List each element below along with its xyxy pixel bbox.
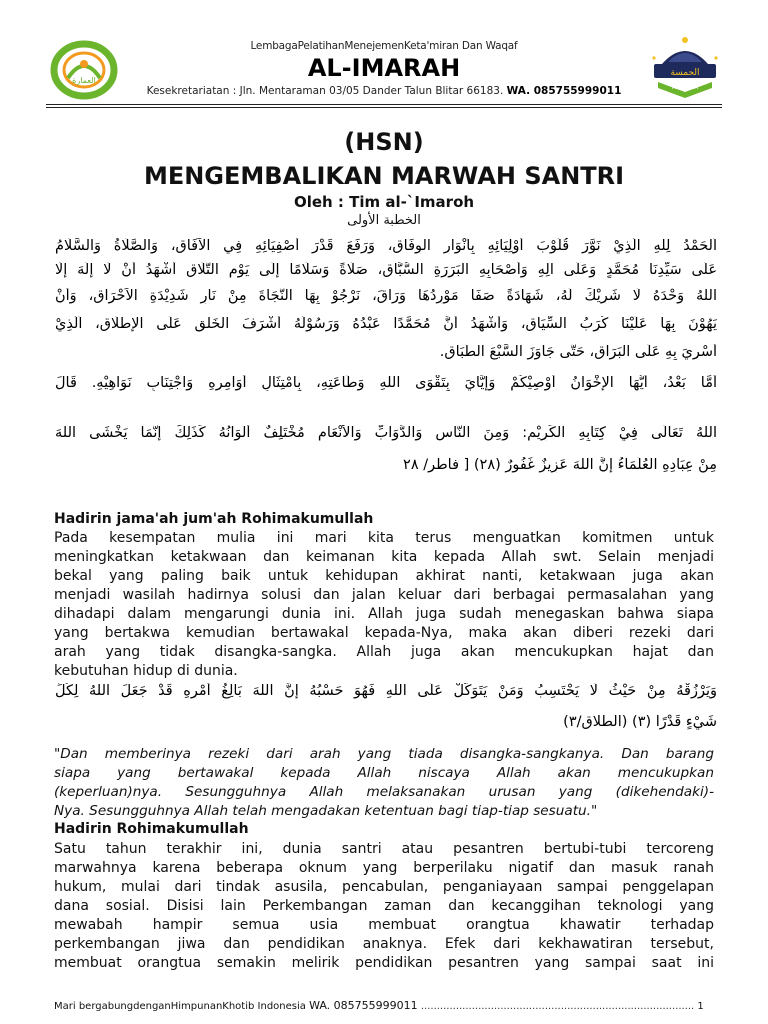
header-address — [0, 85, 768, 97]
body-line: dihadapi dalam mengarungi dunia ini. Allah juga sudah menegaskan bahwa siapa — [54, 606, 714, 622]
body-line: membuat orangtua semakin melirik pendidikan pesantren yang sampai saat ini — [54, 955, 714, 971]
footer-dots: ...................................................................................... — [420, 1001, 695, 1012]
khutbah-subtitle: الخطبة الأولى — [347, 213, 421, 228]
org-name: AL-IMARAH — [307, 54, 461, 82]
body-line: bekal yang paling baik untuk kehidupan akhirat nanti, ketakwaan juga akan — [54, 568, 714, 584]
arabic-line: أُسْرِيَ بِهِ عَلَى الْبَرَاقِ، حَتَّى جَاوَزَ السَّبْعَ الطِّبَاقِ. — [439, 344, 717, 360]
body-line: mewabah hampir semua usia membuat orangtua khawatir terhadap — [54, 917, 714, 933]
body-line: Pada kesempatan mulia ini mari kita terus menguatkan komitmen untuk — [54, 530, 714, 546]
footer-wa: WA. 085755999011 — [309, 999, 418, 1012]
body-line: marwahnya karena beberapa oknum yang berperilaku nigatif dan masuk ranah — [54, 860, 714, 876]
arabic-line: اَلْحَمْدُ لِلهِ الَّذِيْ نَوَّرَ قُلُوْبَ أَوْلِيَائِهِ بِأَنْوَارِ الْوِفَاقِ، وَرَفَعَ قَدْرَ أَصْفِيَائِهِ فِي الْآفَاقِ، وَالصَّلَاةُ وَالسَّلَامُ — [55, 238, 717, 254]
translation-line: "Dan memberinya rezeki dari arah yang tiada disangka-sangkanya. Dan barang — [54, 746, 714, 762]
section-heading: Hadirin jama'ah jum'ah Rohimakumullah — [54, 511, 374, 527]
body-line: meningkatkan ketakwaan dan keimanan kita kepada Allah swt. Selain menjadi — [54, 549, 714, 565]
address-text: Kesekretariatan : Jln. Mentaraman 03/05 Dander Talun Blitar 66183. — [146, 85, 504, 97]
arabic-line: شَيْءٍ قَدْرًا (٣) (الطلاق/٣) — [563, 714, 717, 730]
header-tagline: LembagaPelatihanMenejemenKeta'miran Dan Waqaf — [250, 40, 518, 52]
title-tag: (HSN) — [344, 128, 424, 156]
section-heading: Hadirin Rohimakumullah — [54, 821, 249, 837]
arabic-line: أَمَّا بَعْدُ، أَيُّهَا الْإِخْوَانُ أُوْصِيْكُمْ وَإِيَّايَ بِتَقْوَى اللهِ وَطَاعَتِهِ، بِامْتِثَالِ أَوَامِرِهِ وَاجْتِنَابِ نَوَاهِيْهِ. قَالَ — [55, 375, 717, 391]
body-line: kebutuhan hidup di dunia. — [54, 663, 238, 679]
header-rule-top — [46, 104, 722, 105]
body-line: dana sosial. Disisi lain Perkembangan zaman dan kecanggihan teknologi yang — [54, 898, 714, 914]
translation-line: siapa yang bertawakal kepada Allah niscaya Allah akan mencukupkan — [54, 765, 714, 781]
body-line: arah yang tidak disangka-sangka. Allah juga akan mencukupkan hajat dan — [54, 644, 714, 660]
right-logo-arabic: الحمسة — [670, 68, 700, 78]
arabic-line: يَهُوْنَ بِهَا عَلَيْنَا كُرَبُ السِّيَاقِ، وَأَشْهَدُ أَنَّ مُحَمَّدًا عَبْدُهُ وَرَسُوْلُهُ أَشْرَفَ الْخَلْقِ عَلَى الْإِطْلَاقِ، اَلَّذِيْ — [55, 316, 717, 332]
page-number: 1 — [697, 1001, 704, 1012]
arabic-line: اللهُ تَعَالَى فِيْ كِتَابِهِ الْكَرِيْمِ: وَمِنَ النَّاسِ وَالدَّوَابِّ وَالْأَنْعَامِ مُخْتَلِفٌ أَلْوَانُهُ كَذَلِكَ إِنَّمَا يَخْشَى اللهَ — [55, 425, 717, 441]
arabic-line: اللهُ وَحْدَهُ لَا شَرِيْكَ لَهُ، شَهَادَةً صَفَا مَوْرِدُهَا وَرَاقَ، نَرْجُوْ بِهَا النَّجَاةَ مِنْ نَارٍ شَدِيْدَةِ الْاَحْرَاقِ، وَأَنْ — [55, 288, 717, 304]
arabic-line: وَيَرْزُقْهُ مِنْ حَيْثُ لَا يَحْتَسِبُ وَمَنْ يَتَوَكَّلْ عَلَى اللهِ فَهُوَ حَسْبُهُ إِنَّ اللهَ بَالِغُ أَمْرِهِ قَدْ جَعَلَ اللهُ لِكُلِّ — [55, 683, 717, 699]
translation-line: (keperluan)nya. Sesungguhnya Allah melaksanakan urusan yang (dikehendaki)- — [54, 784, 714, 800]
body-line: Satu tahun terakhir ini, dunia santri atau pesantren bertubi-tubi tercoreng — [54, 841, 714, 857]
page-footer — [54, 999, 714, 1012]
translation-line: Nya. Sesungguhnya Allah telah mengadakan ketentuan bagi tiap-tiap sesuatu." — [54, 803, 598, 819]
page-title: MENGEMBALIKAN MARWAH SANTRI — [143, 162, 625, 190]
right-logo-banner: AL HAMSA — [672, 85, 698, 91]
body-line: menjadi wasilah hadirnya solusi dan jalan keluar dari berbagai permasalahan yang — [54, 587, 714, 603]
arabic-line: عَلَى سَيِّدِنَا مُحَمَّدٍ وَعَلَى آلِهِ وَأَصْحَابِهِ الْبَرَرَةِ السُّبَّاقِ، صَلَاةً وَسَلَامًا إِلَى يَوْمِ التَّلَاقِ أَشْهَدُ أَنْ لَا إِلَهَ إِلَّا — [55, 262, 717, 278]
body-line: perkembangan jiwa dan pendidikan anaknya. Efek dari kekhawatiran tersebut, — [54, 936, 714, 952]
body-line: yang bertakwa kemudian bertawakal kepada-Nya, maka akan diberi rezeki dari — [54, 625, 714, 641]
left-logo-arabic: العمارة — [72, 76, 96, 85]
body-line: hukum, mulai dari tindak asusila, pencabulan, penganiayaan sampai penggelapan — [54, 879, 714, 895]
footer-text: Mari bergabungdenganHimpunanKhotib Indonesia — [54, 1001, 306, 1012]
arabic-line: مِنْ عِبَادِهِ الْعُلَمَاءُ إِنَّ اللهَ عَزِيزٌ غَفُورٌ (٢٨) [ فاطر/ ٢٨ — [403, 457, 717, 473]
header-rule-bottom — [46, 107, 722, 108]
header-wa: WA. 085755999011 — [506, 85, 622, 97]
author-line: Oleh : Tim al-`Imaroh — [293, 193, 475, 211]
